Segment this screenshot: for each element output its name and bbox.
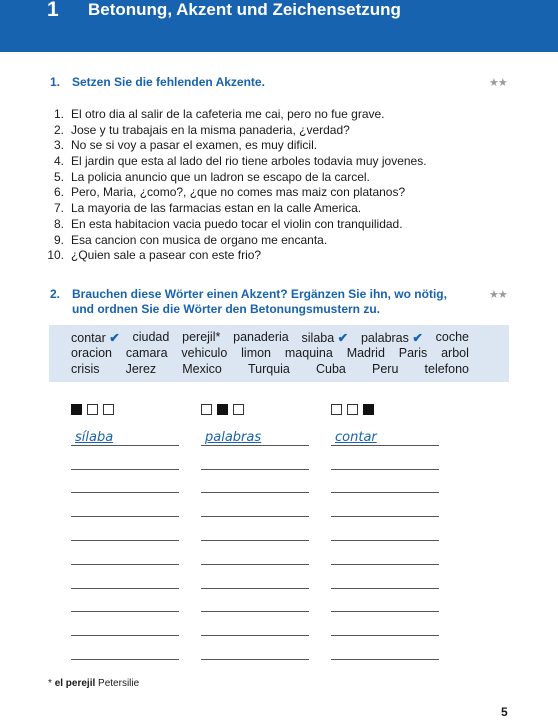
word-text: Cuba: [316, 362, 346, 376]
difficulty-stars-2: ★★: [489, 288, 507, 301]
sentence-number: 4.: [53, 154, 64, 169]
word-text: silaba: [301, 331, 335, 345]
word-text: contar: [71, 331, 106, 345]
answer-line[interactable]: [71, 612, 179, 636]
word-text: panaderia: [233, 330, 289, 344]
answer-line[interactable]: [71, 589, 179, 613]
word-item: [436, 330, 469, 345]
word-text: Turquia: [247, 362, 290, 376]
answer-line[interactable]: [71, 541, 179, 565]
answer-line[interactable]: [201, 612, 309, 636]
word-text: crisis: [71, 362, 100, 376]
stress-pattern: [331, 404, 374, 415]
answer-line[interactable]: [201, 541, 309, 565]
word-item: [347, 346, 385, 360]
page-number: 5: [501, 705, 508, 719]
answer-line[interactable]: [71, 517, 179, 541]
answer-line[interactable]: [331, 493, 439, 517]
word-text: maquina: [284, 346, 333, 360]
exercise-2-instruction-line2: und ordnen Sie die Wörter den Betonungsmustern zu.: [72, 302, 381, 316]
exercise-2-number: 2.: [50, 287, 61, 301]
word-text: ciudad: [132, 330, 170, 344]
sentence-number: 6.: [53, 185, 64, 200]
answer-line[interactable]: [201, 446, 309, 470]
word-text: coche: [435, 330, 469, 344]
sentence-text: En esta habitacion vacia puedo tocar el violin con tranquilidad.: [71, 216, 403, 231]
empty-square-icon: [103, 404, 114, 415]
sentence-text: Pero, Maria, ¿como?, ¿que no comes mas maiz con platanos?: [71, 185, 406, 200]
stress-pattern: [71, 404, 114, 415]
answer-line[interactable]: [71, 470, 179, 494]
sentence-text: La mayoria de las farmacias estan en la calle America.: [71, 201, 362, 216]
word-item: [71, 330, 120, 345]
exercise-1-number: 1.: [50, 75, 61, 89]
word-item: [71, 362, 99, 376]
answer-line[interactable]: [71, 636, 179, 660]
word-row: [71, 362, 469, 376]
sentence-text: Esa cancion con musica de organo me encanta.: [71, 232, 328, 247]
word-text: telefono: [424, 362, 469, 376]
empty-square-icon: [233, 404, 244, 415]
answer-column: [331, 422, 439, 660]
answer-line[interactable]: [331, 470, 439, 494]
word-item: [126, 346, 168, 360]
word-item: [372, 362, 398, 376]
chapter-header: [0, 0, 558, 52]
filled-square-icon: [363, 404, 374, 415]
sentence-text: ¿Quien sale a pasear con este frio?: [71, 248, 262, 263]
answer-line[interactable]: [201, 565, 309, 589]
answer-line[interactable]: [201, 493, 309, 517]
handwritten-example: sílaba: [75, 429, 114, 445]
answer-line[interactable]: [331, 517, 439, 541]
answer-line[interactable]: [331, 422, 439, 446]
answer-line[interactable]: [331, 446, 439, 470]
word-text: Paris: [398, 346, 428, 360]
word-item: [248, 362, 290, 376]
word-item: [361, 330, 423, 345]
footnote: [48, 678, 139, 689]
word-text: limon: [241, 346, 272, 360]
answer-line[interactable]: [331, 589, 439, 613]
word-item: [316, 362, 346, 376]
empty-square-icon: [201, 404, 212, 415]
check-icon: ✔: [109, 331, 120, 345]
answer-line[interactable]: [201, 636, 309, 660]
sentence-number: 9.: [53, 232, 64, 247]
sentence-number: 7.: [53, 201, 64, 216]
answer-line[interactable]: [331, 636, 439, 660]
word-item: [126, 362, 157, 376]
answer-column: [71, 422, 179, 660]
difficulty-stars-1: ★★: [489, 76, 507, 89]
word-item: [425, 362, 469, 376]
handwritten-example: contar: [335, 429, 377, 445]
answer-line[interactable]: [201, 422, 309, 446]
answer-line[interactable]: [331, 541, 439, 565]
handwritten-example: palabras: [205, 429, 262, 445]
word-item: [133, 330, 170, 345]
answer-line[interactable]: [71, 446, 179, 470]
stress-pattern: [201, 404, 244, 415]
sentence-number: 10.: [47, 248, 64, 263]
word-text: Madrid: [346, 346, 385, 360]
answer-line[interactable]: [201, 589, 309, 613]
answer-line[interactable]: [201, 517, 309, 541]
chapter-number: 1: [47, 0, 59, 21]
sentence-number: 3.: [53, 138, 64, 153]
word-item: [71, 346, 112, 360]
word-row: [71, 346, 469, 360]
word-bank: [49, 325, 509, 382]
check-icon: ✔: [337, 331, 349, 345]
answer-line[interactable]: [71, 565, 179, 589]
word-text: arbol: [441, 346, 469, 360]
word-item: [399, 346, 427, 360]
answer-line[interactable]: [331, 612, 439, 636]
sentence-number: 2.: [53, 122, 64, 137]
word-text: Peru: [372, 362, 399, 376]
footnote-marker: *: [48, 678, 52, 689]
word-item: [285, 346, 333, 360]
word-item: [233, 330, 289, 345]
answer-line[interactable]: [71, 422, 179, 446]
word-item: [182, 362, 222, 376]
word-text: vehiculo: [181, 346, 228, 360]
word-text: perejil*: [182, 330, 221, 344]
sentence-text: El otro dia al salir de la cafeteria me cai, pero no fue grave.: [71, 107, 385, 121]
sentence-number: 8.: [53, 216, 64, 231]
sentence-text: Jose y tu trabajais en la misma panaderia, ¿verdad?: [71, 122, 350, 137]
sentence-number: 1.: [53, 107, 64, 121]
sentence-text: El jardin que esta al lado del rio tiene arboles todavia muy jovenes.: [71, 154, 427, 169]
answer-line[interactable]: [71, 493, 179, 517]
chapter-title: Betonung, Akzent und Zeichensetzung: [88, 0, 401, 19]
sentence-text: No se si voy a pasar el examen, es muy dificil.: [71, 138, 318, 153]
word-row: [71, 330, 469, 345]
word-item: [441, 346, 469, 360]
sentence-number: 5.: [53, 169, 64, 184]
answer-column: [201, 422, 309, 660]
word-item: [302, 330, 349, 345]
exercise-1-instruction: Setzen Sie die fehlenden Akzente.: [72, 75, 265, 89]
word-text: Mexico: [182, 362, 222, 376]
empty-square-icon: [87, 404, 98, 415]
sentence-text: La policia anuncio que un ladron se escapo de la carcel.: [71, 169, 370, 184]
footnote-translation: Petersilie: [98, 678, 140, 689]
exercise-2-instruction-line1: Brauchen diese Wörter einen Akzent? Ergänzen Sie ihn, wo nötig,: [72, 287, 447, 301]
filled-square-icon: [71, 404, 82, 415]
word-text: oracion: [71, 346, 112, 360]
empty-square-icon: [347, 404, 358, 415]
check-icon: ✔: [412, 331, 423, 345]
word-text: camara: [125, 346, 168, 360]
word-item: [182, 330, 220, 345]
word-text: Jerez: [125, 362, 157, 376]
word-item: [181, 346, 227, 360]
empty-square-icon: [331, 404, 342, 415]
answer-line[interactable]: [201, 470, 309, 494]
footnote-term: el perejil: [54, 678, 96, 689]
word-text: palabras: [360, 331, 409, 345]
word-item: [241, 346, 271, 360]
filled-square-icon: [217, 404, 228, 415]
answer-line[interactable]: [331, 565, 439, 589]
